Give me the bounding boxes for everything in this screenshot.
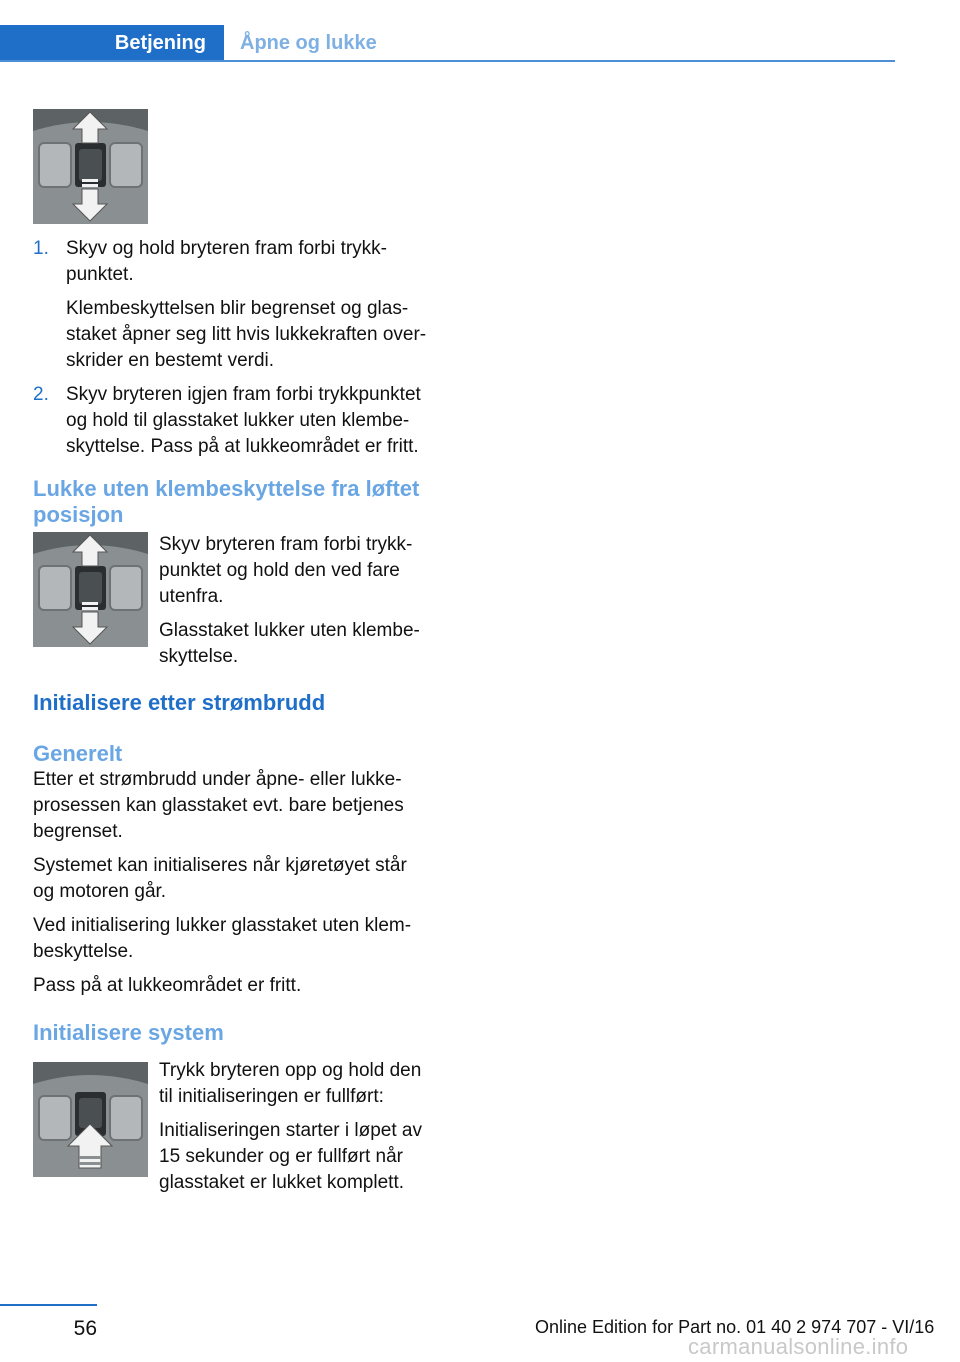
step-note-line: skrider en bestemt verdi. [66, 350, 275, 371]
roof-switch-up-image [33, 1062, 148, 1177]
paragraph-line: til initialiseringen er fullført: [159, 1086, 384, 1107]
footer-rule [0, 1304, 97, 1306]
section-heading-lukke-uten [33, 476, 445, 528]
header-tab-apne-og-lukke[interactable]: Åpne og lukke [240, 32, 377, 54]
paragraph-line: Ved initialisering lukker glasstaket uten klem- [33, 915, 412, 936]
step-line: Skyv bryteren igjen fram forbi trykkpunktet [66, 384, 421, 405]
steps-list [33, 236, 445, 460]
section-heading: Initialisere etter strømbrudd [33, 690, 326, 715]
paragraph-line: Pass på at lukkeområdet er fritt. [33, 975, 302, 996]
step-note-line: Klembeskyttelsen blir begrenset og glas- [66, 298, 409, 319]
heading-line: posisjon [33, 502, 124, 527]
heading-line: Lukke uten klembeskyttelse fra løftet [33, 476, 420, 501]
paragraph-line: og motoren går. [33, 881, 167, 902]
paragraph-line: begrenset. [33, 821, 123, 842]
heading-line: Initialisere system [33, 1020, 224, 1045]
section-initialisere-etter-strombrudd [33, 690, 445, 999]
section-heading-initialisere-system [33, 1020, 445, 1046]
paragraph-line: utenfra. [159, 586, 224, 607]
section3-text [159, 1058, 449, 1196]
step-line: punktet. [66, 264, 134, 285]
paragraph-line: Initialiseringen starter i løpet av [159, 1120, 422, 1141]
roof-switch-up-down-image [33, 532, 148, 647]
edition-text: Online Edition for Part no. 01 40 2 974 707 - VI/16 [535, 1317, 935, 1337]
page-header [0, 25, 895, 62]
page-number: 56 [73, 1317, 97, 1340]
step-line: Skyv og hold bryteren fram forbi trykk- [66, 238, 387, 259]
paragraph-line: Skyv bryteren fram forbi trykk- [159, 534, 413, 555]
header-rule [0, 60, 895, 62]
paragraph-line: Systemet kan initialiseres når kjøretøyet står [33, 855, 407, 876]
step-line: og hold til glasstaket lukker uten klembe- [66, 410, 410, 431]
paragraph-line: glasstaket er lukket komplett. [159, 1172, 404, 1193]
step-number: 2. [33, 384, 49, 405]
step-line: skyttelse. Pass på at lukkeområdet er fritt. [66, 436, 419, 457]
section-subheading: Generelt [33, 741, 123, 766]
paragraph-line: Etter et strømbrudd under åpne- eller lukke- [33, 769, 402, 790]
paragraph-line: Trykk bryteren opp og hold den [159, 1060, 422, 1081]
header-tab-betjening[interactable]: Betjening [0, 25, 224, 62]
paragraph-line: 15 sekunder og er fullført når [159, 1146, 403, 1167]
roof-switch-up-down-image [33, 109, 148, 224]
paragraph-line: beskyttelse. [33, 941, 134, 962]
watermark-text: carmanualsonline.info [688, 1334, 909, 1359]
paragraph-line: skyttelse. [159, 646, 239, 667]
step-item [33, 236, 445, 374]
step-number: 1. [33, 238, 49, 259]
section1-text [159, 532, 449, 670]
step-item [33, 382, 445, 460]
step-note-line: staket åpner seg litt hvis lukkekraften over- [66, 324, 427, 345]
paragraph-line: prosessen kan glasstaket evt. bare betjenes [33, 795, 404, 816]
paragraph-line: punktet og hold den ved fare [159, 560, 400, 581]
paragraph-line: Glasstaket lukker uten klembe- [159, 620, 420, 641]
